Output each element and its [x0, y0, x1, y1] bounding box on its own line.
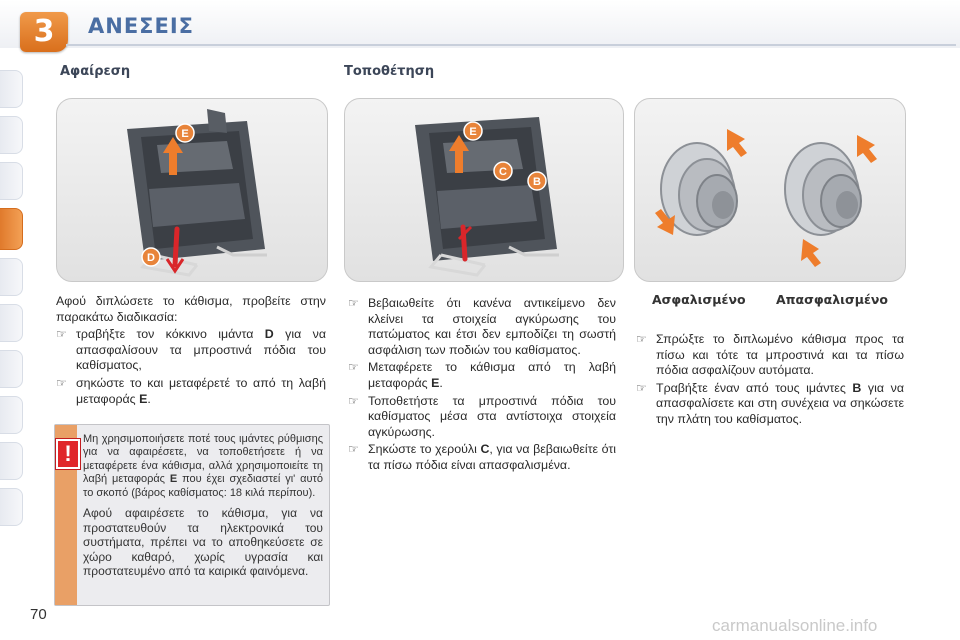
seat-feet-illustration	[635, 99, 905, 281]
install-step-1: ☞ Βεβαιωθείτε ότι κανένα αντικείμενο δεν κλείνει τα στοιχεία αγκύρωσης του πατώματος και έτσι δεν εμποδίζει τη σωστή ασφάλιση των ποδιών του καθίσματος.	[348, 296, 616, 357]
svg-text:B: B	[533, 176, 541, 188]
install-text	[348, 294, 616, 474]
side-tab-strip	[0, 70, 30, 534]
side-tab-2[interactable]	[0, 116, 23, 154]
chapter-tab[interactable]	[20, 12, 68, 52]
removal-step-2: ☞ σηκώστε το και μεταφέρετέ το από τη λαβή μεταφοράς E.	[56, 375, 326, 406]
side-tab-9[interactable]	[0, 442, 23, 480]
svg-text:E: E	[181, 128, 189, 140]
install-step-4: ☞ Σηκώστε το χερούλι C, για να βεβαιωθείτε ότι τα πίσω πόδια είναι απασφαλισμένα.	[348, 442, 617, 472]
unlocked-foot	[785, 143, 861, 235]
side-tab-5[interactable]	[0, 258, 23, 296]
label-B-badge	[528, 172, 546, 190]
pointing-hand-icon: ☞	[636, 380, 647, 395]
warning-box	[54, 424, 330, 606]
svg-text:C: C	[499, 166, 507, 178]
pointing-hand-icon: ☞	[56, 327, 67, 342]
figure-locks	[634, 98, 906, 282]
svg-text:E: E	[469, 126, 477, 138]
label-C-badge	[494, 162, 512, 180]
pointing-hand-icon: ☞	[348, 442, 359, 457]
removal-title: Αφαίρεση	[60, 64, 131, 79]
label-D-badge	[142, 248, 160, 266]
locks-text	[636, 330, 904, 428]
page-title: ΑΝΕΣΕΙΣ	[88, 14, 195, 38]
side-tab-3[interactable]	[0, 162, 23, 200]
side-tab-active[interactable]	[0, 208, 23, 250]
pointing-hand-icon: ☞	[348, 296, 359, 310]
install-title: Τοποθέτηση	[344, 64, 435, 79]
figure-removal	[56, 98, 328, 282]
pointing-hand-icon: ☞	[56, 375, 67, 390]
title-divider	[66, 44, 956, 46]
install-step-3: ☞ Τοποθετήστε τα μπροστινά πόδια του καθίσματος μέσα στα αντίστοιχα στοιχεία αγκύρωσης.	[348, 393, 616, 439]
label-E-badge	[176, 124, 194, 142]
page-number: 70	[30, 606, 47, 623]
seat-removal-illustration	[57, 99, 327, 281]
caption-unlocked: Απασφαλισμένο	[776, 292, 889, 307]
pointing-hand-icon: ☞	[348, 393, 359, 408]
side-tab-8[interactable]	[0, 396, 23, 434]
caption-locked: Ασφαλισμένο	[652, 292, 746, 307]
side-tab-7[interactable]	[0, 350, 23, 388]
side-tab-6[interactable]	[0, 304, 23, 342]
locks-step-2: ☞ Τραβήξτε έναν από τους ιμάντες B για να απασφαλίσετε και στη συνέχεια να σηκώσετε την πλάτη του καθίσματος.	[636, 380, 904, 426]
removal-step-1: ☞ τραβήξτε τον κόκκινο ιμάντα D για να απασφαλίσουν τα μπροστινά πόδια του καθίσματος,	[56, 327, 326, 373]
svg-text:D: D	[147, 252, 155, 264]
warning-icon: !	[56, 439, 80, 469]
locks-step-1: ☞ Σπρώξτε το διπλωμένο κάθισμα προς τα πίσω και τότε τα μπροστινά και τα πίσω πόδια ασφαλίζουν αυτόματα.	[636, 332, 904, 378]
warning-paragraph-1: Μη χρησιμοποιήσετε ποτέ τους ιμάντες ρύθμισης για να αφαιρέσετε, να τοποθετήσετε ή να μεταφέρετε ένα κάθισμα, αλλά χρησιμοποιείτε τη λαβή μεταφοράς E που έχει σχεδιαστεί γι' αυτό το σκοπό (βάρος καθίσματος: 18 κιλά περίπου).	[83, 433, 323, 499]
warning-paragraph-2: Αφού αφαιρέσετε το κάθισμα, για να προστατευθούν τα ηλεκτρονικά του συστήματα, πρέπει να το αποθηκεύσετε σε χώρο καθαρό, χωρίς υγρασία και προστατευμένο από τα καιρικά φαινόμενα.	[83, 506, 323, 579]
seat-install-illustration	[345, 99, 623, 281]
figure-install	[344, 98, 624, 282]
pointing-hand-icon: ☞	[636, 332, 647, 346]
side-tab-10[interactable]	[0, 488, 23, 526]
removal-text	[56, 294, 326, 407]
warning-text	[83, 433, 323, 585]
watermark: carmanualsonline.info	[712, 616, 878, 635]
warning-bar	[55, 425, 77, 605]
side-tab-1[interactable]	[0, 70, 23, 108]
label-E-badge	[464, 122, 482, 140]
chapter-number: 3	[33, 14, 55, 49]
pointing-hand-icon: ☞	[348, 360, 359, 375]
install-step-2: ☞ Μεταφέρετε το κάθισμα από τη λαβή μεταφοράς E.	[348, 360, 616, 390]
removal-intro: Αφού διπλώσετε το κάθισμα, προβείτε στην παρακάτω διαδικασία:	[56, 294, 326, 324]
